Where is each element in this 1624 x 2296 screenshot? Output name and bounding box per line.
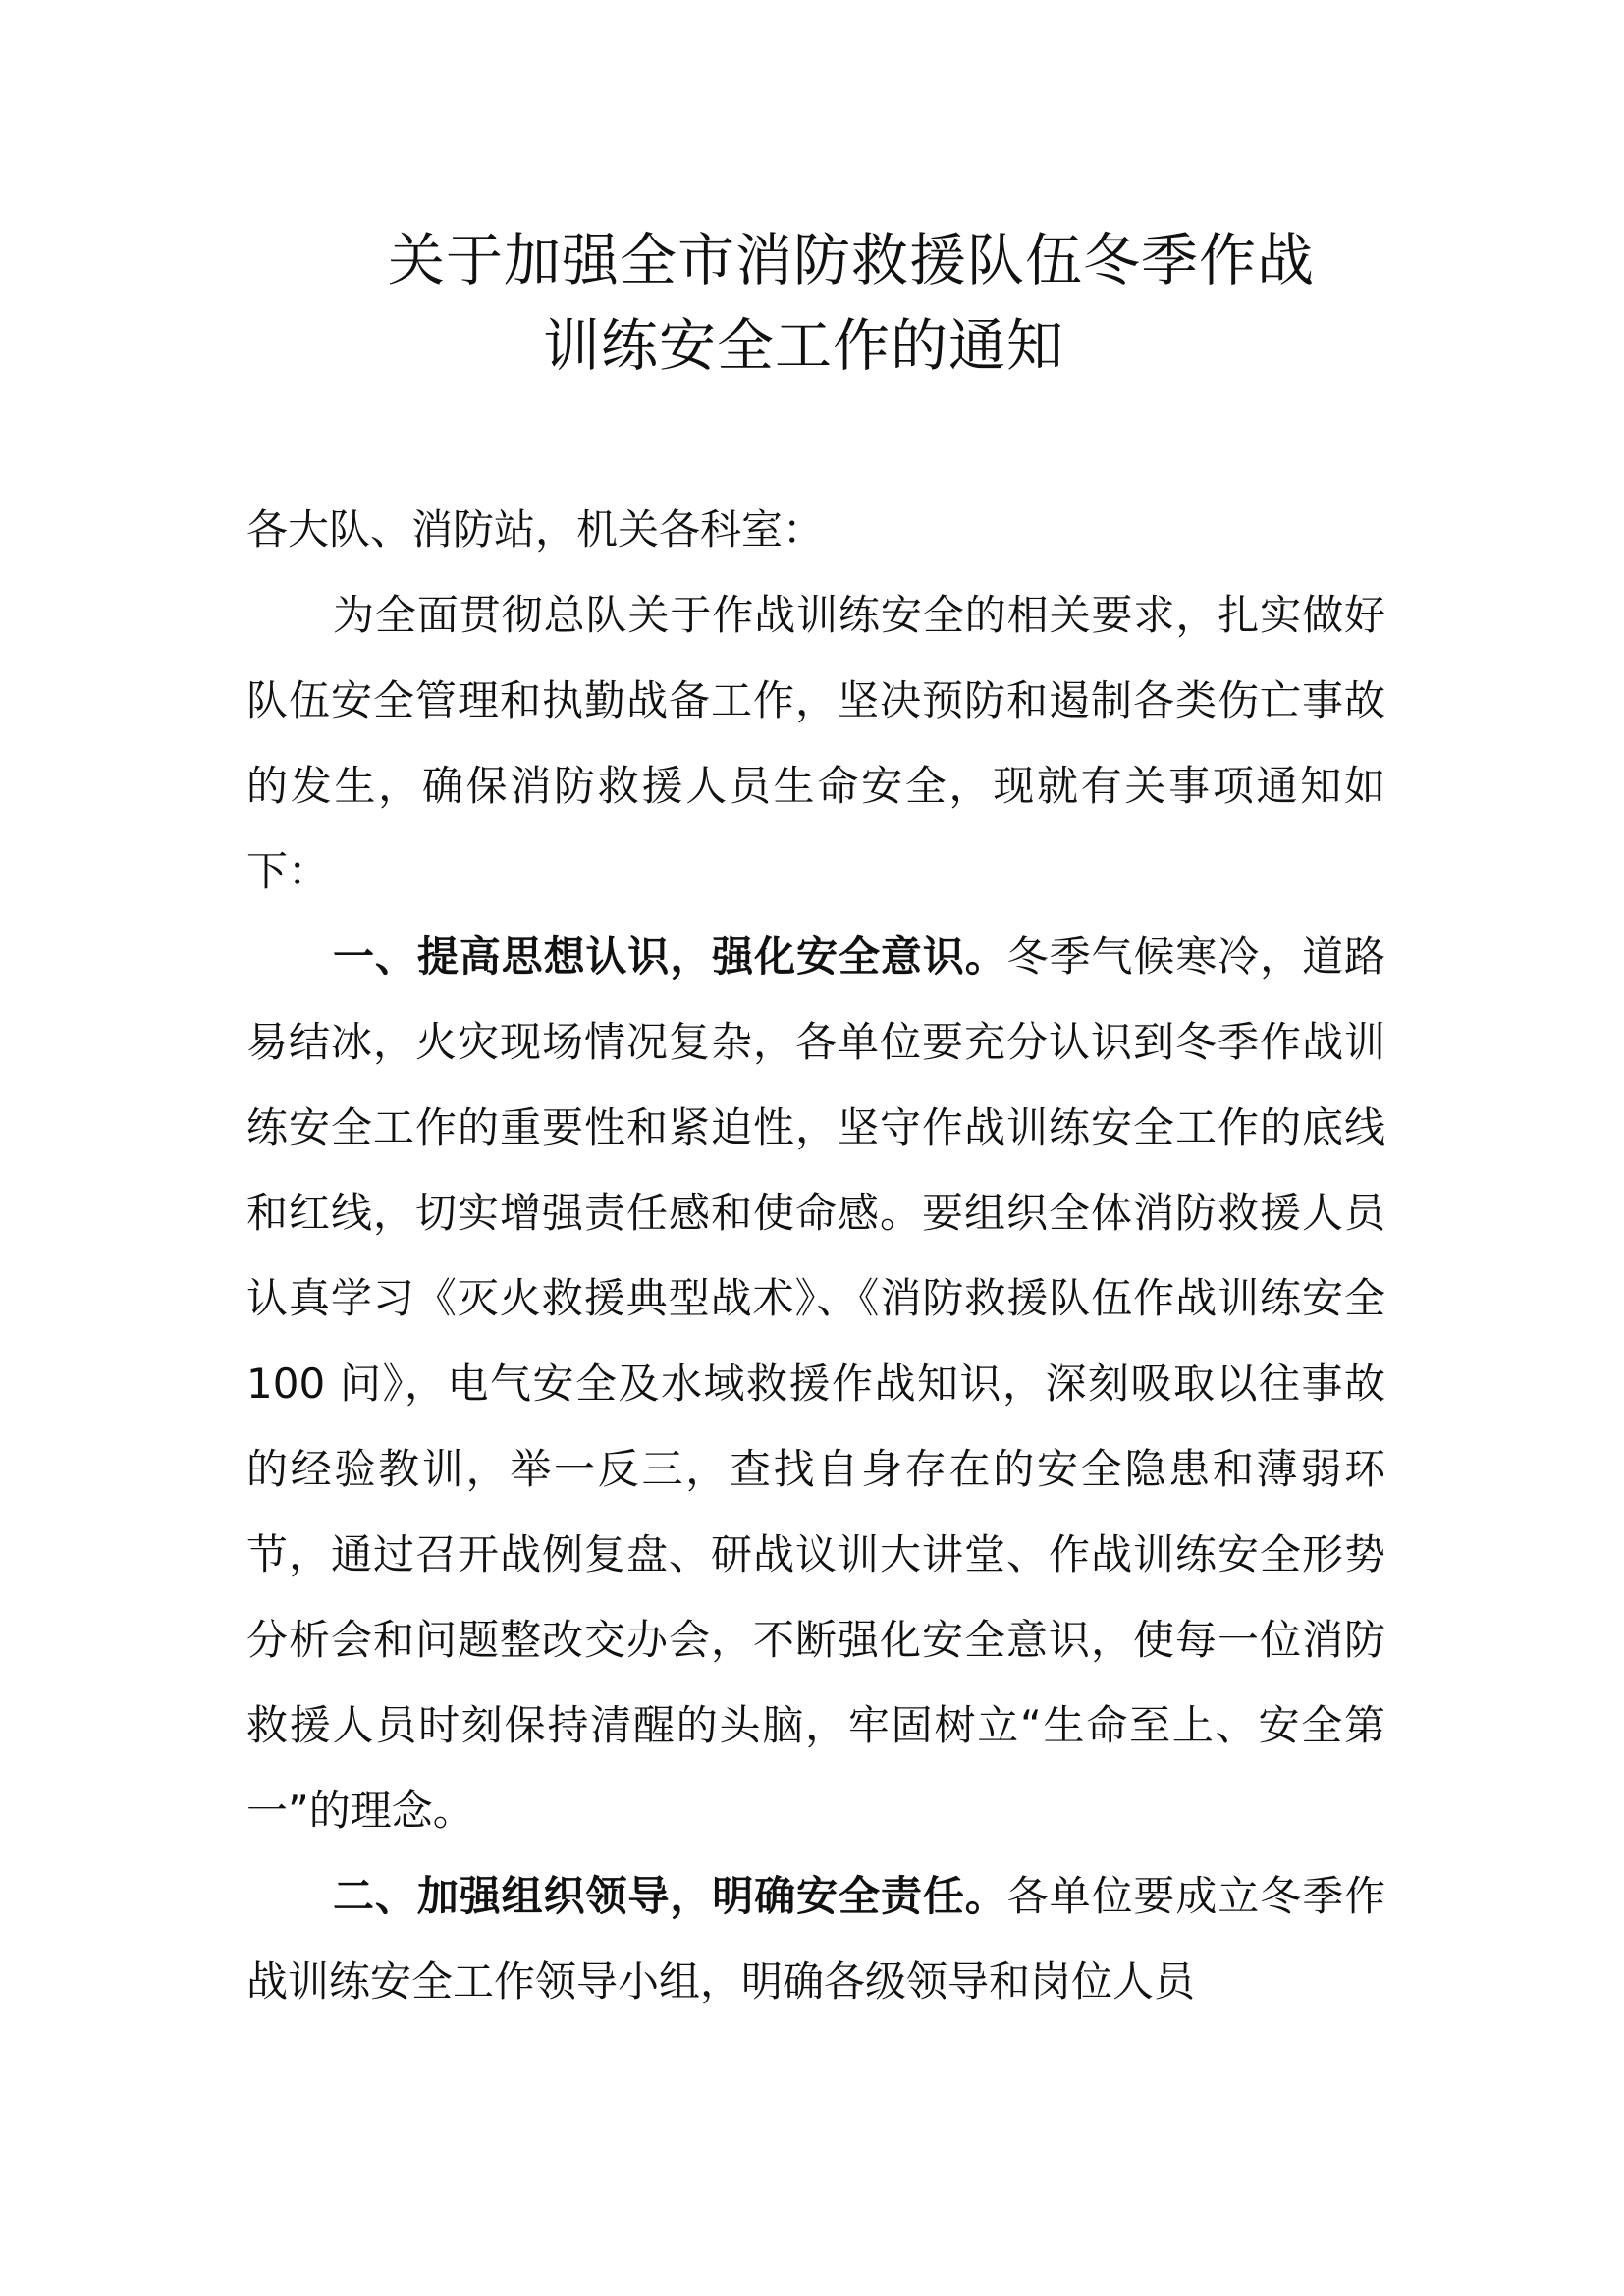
section-2-heading: 二、加强组织领导，明确安全责任。 bbox=[333, 1872, 1007, 1920]
section-2-body: 各单位要成立冬季作战训练安全工作领导小组，明确各级领导和岗位人员 bbox=[246, 1872, 1385, 2005]
section-2-paragraph bbox=[246, 1853, 1385, 2024]
section-1-paragraph bbox=[246, 914, 1385, 1853]
document-body bbox=[246, 487, 1385, 2024]
document-title-line-1: 关于加强全市消防救援队伍冬季作战 bbox=[388, 227, 1316, 294]
document-title-line-2: 训练安全工作的通知 bbox=[543, 312, 1065, 379]
salutation: 各大队、消防站，机关各科室： bbox=[246, 506, 825, 554]
intro-paragraph: 为全面贯彻总队关于作战训练安全的相关要求，扎实做好队伍安全管理和执勤战备工作，坚决预防和遏制各类伤亡事故的发生，确保消防救援人员生命安全，现就有关事项通知如下： bbox=[246, 591, 1385, 895]
section-1-body: 冬季气候寒冷，道路易结冰，火灾现场情况复杂，各单位要充分认识到冬季作战训练安全工作的重要性和紧迫性，坚守作战训练安全工作的底线和红线，切实增强责任感和使命感。要组织全体消防救援人员认真学习《灭火救援典型战术》、《消防救援队伍作战训练安全 100 问》，电气安全及水域救援作战知识，深刻吸取以往事故的经验教训，举一反三，查找自身存在的安全隐患和薄弱环节，通过召开战例复盘、研战议训大讲堂、作战训练安全形势分析会和问题整改交办会，不断强化安全意识，使每一位消防救援人员时刻保持清醒的头脑，牢固树立“生命至上、安全第一”的理念。 bbox=[246, 933, 1385, 1835]
section-1-heading: 一、提高思想认识，强化安全意识。 bbox=[333, 933, 1007, 981]
